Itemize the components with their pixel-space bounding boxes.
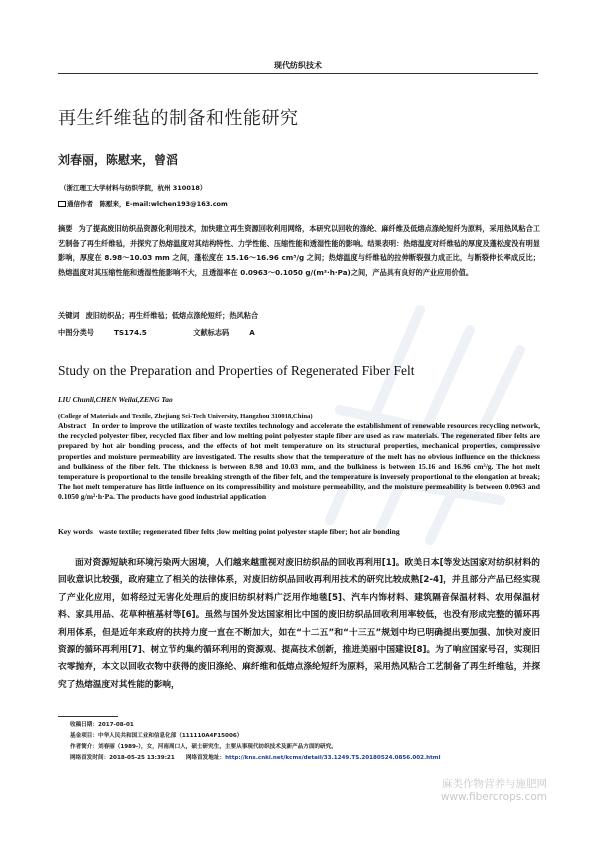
corner-watermark — [441, 778, 547, 804]
keywords-cn — [58, 309, 540, 324]
clc-label: 中图分类号 — [58, 328, 94, 337]
journal-header: 现代纺织技术 — [274, 60, 322, 70]
footnote-rule — [58, 716, 118, 717]
keywords-en — [58, 527, 540, 536]
online-url-link[interactable]: http://kns.cnki.net/kcms/detail/33.1249.TS.20180524.0856.002.html — [225, 755, 441, 761]
authors-cn: 刘春丽，陈慰来，曾滔 — [58, 153, 179, 167]
abstract-en-text: In order to improve the utilization of waste textiles technology and accelerate the establishment of renewable resources recycling network, the recycled polyester fiber, recycled flax fiber and low melting point polyester staple fiber are used as raw materials. The regenerated fiber felts are prepared by hot air bonding process, and the effects of hot melt temperature on its structural properties, mechanical properties, compressive properties and moisture permeability are investigated. The results show that the temperature of the melt has no obvious influence on the thickness and bulkiness of the fiber felt. The thickness is between 8.98 and 10.03 mm, and the bulkiness is between 15.16 and 16.96 cm³/g. The hot melt temperature is proportional to the tensile breaking strength of the fiber felt, and the temperature is inversely proportional to the elongation at break; The hot melt temperature has little influence on its compressibility and moisture permeability, and the moisture permeability is between 0.0963 and 0.1050 g/m²·h·Pa. The products have good industrial application — [58, 421, 540, 502]
abstract-cn-label: 摘要 — [58, 224, 73, 233]
paper-title-cn: 再生纤维毡的制备和性能研究 — [58, 108, 299, 129]
corner-watermark-line1: 麻类作物营养与施肥网 — [442, 778, 547, 790]
classification-cn — [58, 326, 540, 341]
author-bio: 作者简介：刘春丽（1989-），女，河南周口人，硕士研究生，主要从事现代纺织技术及新产品方面的研究。 — [70, 744, 337, 750]
header-rule — [58, 73, 538, 74]
abstract-en — [58, 421, 540, 503]
online-publication — [70, 753, 540, 764]
corresponding-text: 通信作者 陈慰来，E-mail:wlchen193@163.com — [67, 200, 228, 208]
keywords-cn-label: 关键词 — [58, 311, 80, 320]
corner-watermark-line2: www.fibercrops.com — [440, 791, 547, 803]
abstract-cn-text: 为了提高废旧纺织品资源化利用技术，加快建立再生资源回收利用网络，本研究以回收的涤纶、麻纤维及低熔点涤纶短纤为原料，采用热风粘合工艺制备了再生纤维毡，并探究了热熔温度对其结构特性、力学性能、压缩性能和透湿性能的影响。结果表明：热熔温度对纤维毡的厚度及蓬松度没有明显影响，厚度在 8.98～10.03 mm 之间，蓬松度在 15.16～16.96 cm³/g 之间；热熔温度与纤维毡的拉伸断裂强力成正比，与断裂伸长率成反比；热熔温度对其压缩性能和透湿性能影响不大，且透湿率在 0.0963～0.1050 g/(m²·h·Pa)之间，产品具有良好的产业应用价值。 — [58, 224, 540, 277]
online-label: 网络首发时间：2018-05-25 13:39:21 网络首发地址： — [70, 755, 226, 761]
keywords-en-text: waste textile; regenerated fiber felts ;low melting point polyester staple fiber; hot air bonding — [98, 527, 400, 536]
keywords-cn-text: 废旧纺织品；再生纤维毡；低熔点涤纶短纤；热风粘合 — [85, 311, 259, 320]
keywords-en-label: Key words — [58, 527, 93, 536]
clc-value: TS174.5 — [113, 328, 147, 337]
affiliation-en: (College of Materials and Textile, Zhejiang Sci-Tech University, Hangzhou 310018,China) — [58, 413, 313, 420]
abstract-cn — [58, 222, 540, 280]
doc-code-value: A — [249, 328, 255, 337]
corresponding-author-cn — [58, 199, 228, 208]
footnotes — [70, 720, 540, 764]
body-paragraph: 面对资源短缺和环境污染两大困境，人们越来越重视对废旧纺织品的回收再利用[1]。欧美日本[等发达国家对纺织材料的回收意识比较强，政府建立了相关的法律体系，对废旧纺织品回收再利用技术的研究比较成熟[2-4]，并且部分产品已经实现了产业化应用，如将经过无害化处理后的废旧纺织材料广泛用作地毯[5]、汽车内饰材料、建筑隔音保温材料、农用保温材料、家具用品、花草种植基材等[6]。虽然与国外发达国家相比中国的废旧纺织品回收利用率较低，也没有形成完整的循环再利用体系，但是近年来政府的扶持力度一直在不断加大，如在“十二五”和“十三五”规划中均已明确提出要加强、加快对废旧资源的循环再利用[7]、树立节约集约循环利用的资源观、提高技术创新，推进美丽中国建设[8]。为了响应国家号召，实现旧衣零抛弃，本文以回收衣物中获得的废旧涤纶、麻纤维和低熔点涤纶短纤为原料，采用热风粘合工艺制备了再生纤维毡，并探究了热熔温度对其性能的影响， — [58, 558, 540, 690]
abstract-en-label: Abstract — [58, 421, 87, 430]
mail-icon — [58, 201, 66, 207]
paper-title-en: Study on the Preparation and Properties of Regenerated Fiber Felt — [58, 363, 415, 378]
received-date: 收稿日期：2017-08-01 — [70, 722, 134, 728]
doc-code-label: 文献标志码 — [193, 328, 230, 337]
affiliation-cn: （浙江理工大学材料与纺织学院，杭州 310018） — [60, 184, 207, 192]
fund-project: 基金项目：中华人民共和国工业和信息化部（111110A4F15006） — [70, 733, 243, 739]
authors-en: LIU Chunli,CHEN Weilai,ZENG Tao — [58, 395, 173, 404]
